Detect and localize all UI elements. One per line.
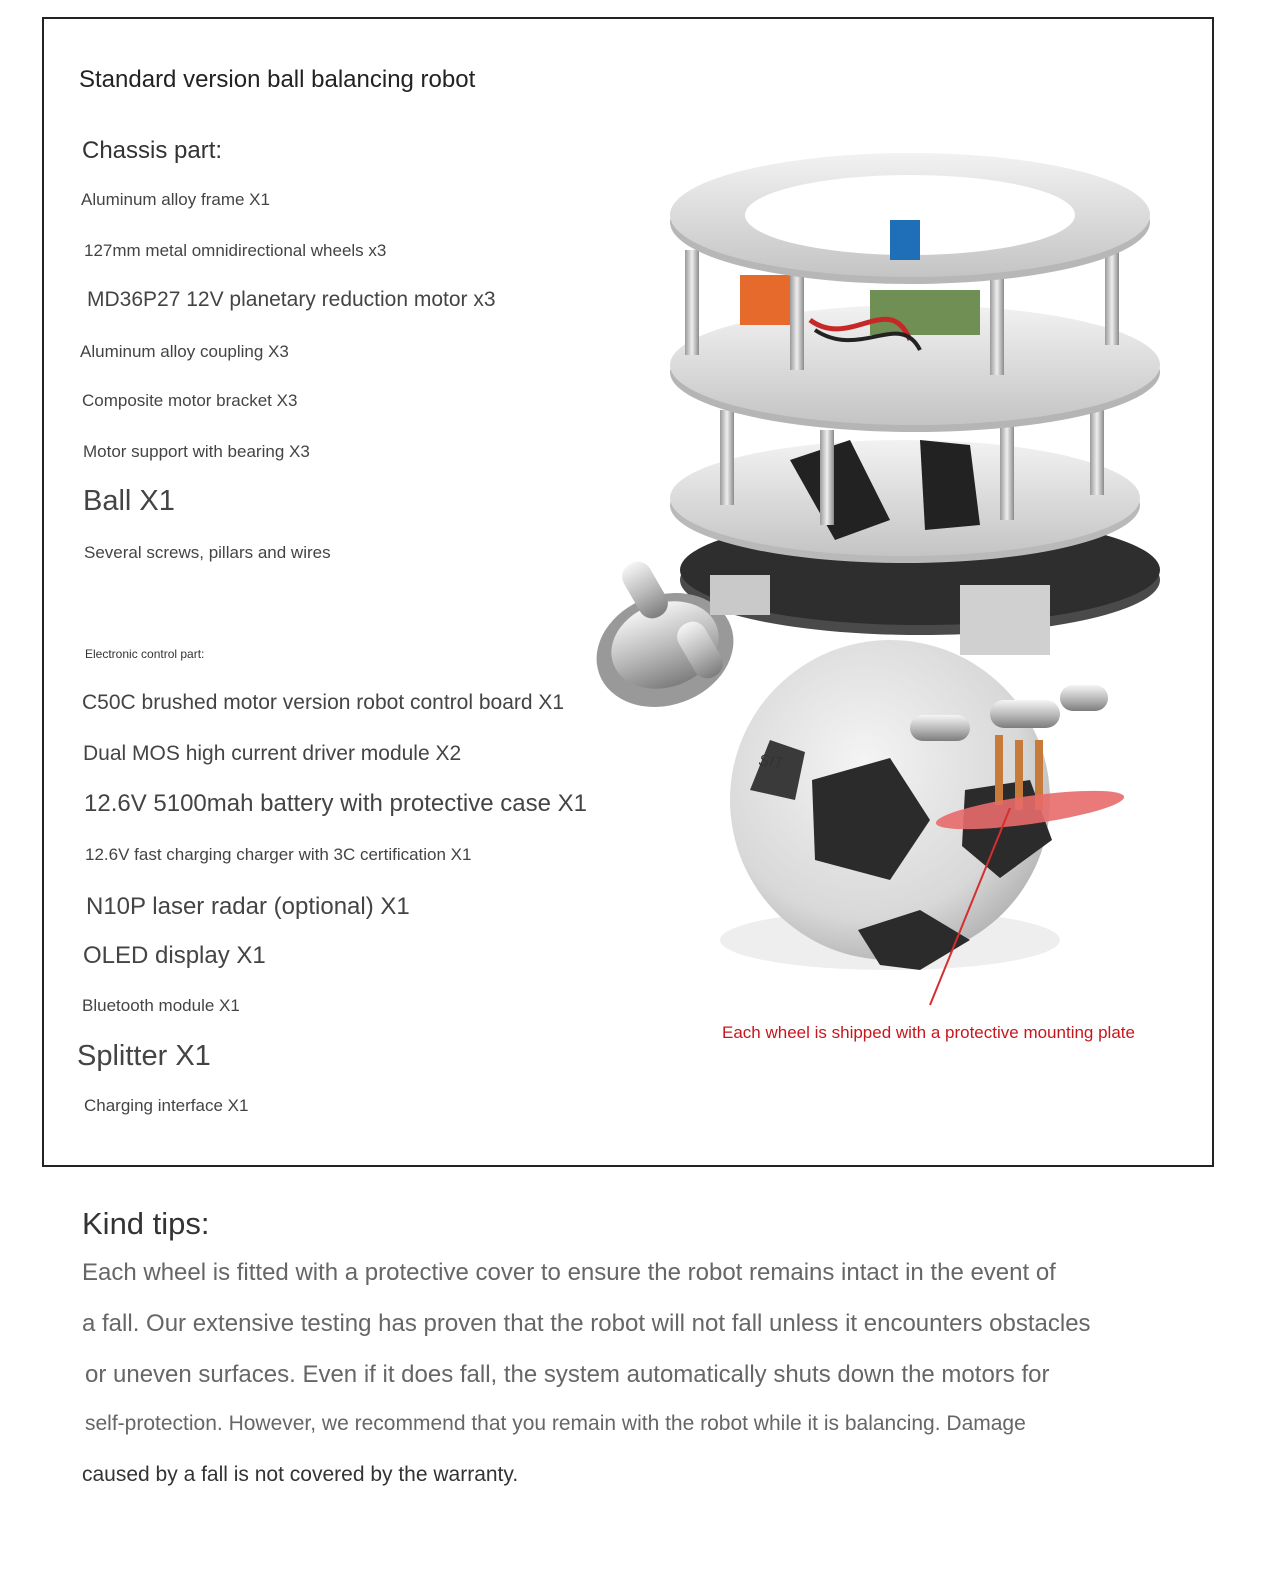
chassis-item: Several screws, pillars and wires [84,543,331,562]
tip-line: Each wheel is fitted with a protective cover to ensure the robot remains intact in the event of [82,1259,1056,1286]
chassis-item: MD36P27 12V planetary reduction motor x3 [87,288,496,311]
electronic-item: Dual MOS high current driver module X2 [83,742,462,765]
electronic-heading: Electronic control part: [85,647,205,661]
chassis-item: Motor support with bearing X3 [83,442,310,461]
electronic-item: N10P laser radar (optional) X1 [86,893,410,920]
ball-label: SIT [757,752,785,773]
electronic-item: 12.6V fast charging charger with 3C certification X1 [85,845,472,864]
tip-line: or uneven surfaces. Even if it does fall, the system automatically shuts down the motors for [85,1361,1050,1388]
chassis-item: 127mm metal omnidirectional wheels x3 [84,241,387,260]
page-title: Standard version ball balancing robot [79,66,476,93]
chassis-item: Aluminum alloy coupling X3 [80,342,289,361]
tip-line: a fall. Our extensive testing has proven that the robot will not fall unless it encounters obstacles [82,1310,1091,1337]
electronic-item: C50C brushed motor version robot control board X1 [82,691,565,714]
electronic-item: 12.6V 5100mah battery with protective case X1 [84,790,587,817]
tip-line: caused by a fall is not covered by the warranty. [82,1463,519,1486]
tip-line: self-protection. However, we recommend that you remain with the robot while it is balancing. Damage [85,1412,1026,1435]
tips-title: Kind tips: [82,1206,210,1241]
chassis-item: Composite motor bracket X3 [82,391,298,410]
chassis-heading: Chassis part: [82,137,223,164]
omni-wheel-left [590,557,770,726]
electronic-item: Splitter X1 [77,1040,211,1072]
electronic-item: Bluetooth module X1 [82,996,240,1015]
chassis-item: Aluminum alloy frame X1 [81,190,270,209]
robot-photo [590,140,1170,1020]
chassis-item: Ball X1 [83,485,175,517]
photo-caption: Each wheel is shipped with a protective mounting plate [722,1023,1135,1042]
electronic-item: OLED display X1 [83,942,266,969]
electronic-item: Charging interface X1 [84,1096,249,1115]
